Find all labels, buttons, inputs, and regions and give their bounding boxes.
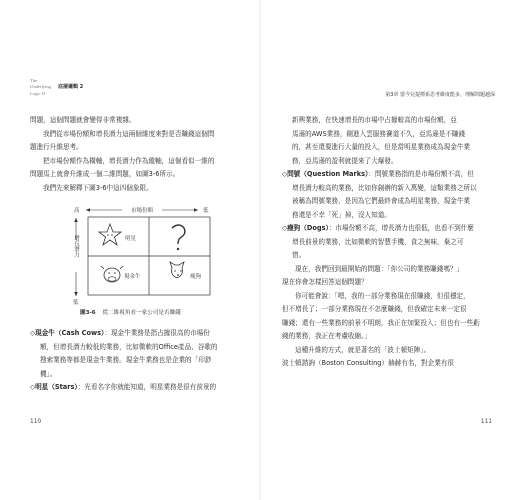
paragraph [30,155,240,182]
corner-low-right-label: 低 [203,208,209,214]
quadrant-label-dog: 瘦狗 [190,274,202,280]
text-line: 問題馬上就會升維成一個二維問題，如圖3-6所示。 [30,170,180,178]
figure-number: 圖3-6 [80,310,96,316]
running-head-right: 第3章 當今兒提標系思考維度能多，理解問題越深 [385,92,495,98]
diamond-bullet-icon: ◇ [282,170,288,178]
text-line: ：現金牛業務是指占據很高的市場份 [104,329,210,337]
bullet-stars [30,381,242,395]
bcg-matrix-svg [62,204,222,308]
diamond-bullet-icon: ◇ [30,383,36,391]
paragraph [282,263,502,290]
text-line: 額，但增長潛力較低的業務，比如微軟的Office產品、谷歌的 [40,342,218,351]
bullet-cash-cow [30,327,242,341]
text-line: 搜索業務等都是現金牛業務。現金牛業務也是企業的「印鈔 [40,356,212,364]
text-line: 我們從市場份額和增長潛力這兩個維度來對是否賺錢這個問 [43,129,215,138]
text-line: 被稱為問號業務，是因為它們最終會成為明星業務，現金牛業 [292,197,471,205]
text-line: 增長潛力較高的業務，比如你創辦的新入萬變，這類業務之所以 [292,183,477,192]
text-line: 你可能會說：「嗯，我的一部分業務現在很賺錢，但很穩定， [295,291,470,300]
text-line: 問題，這個問題就會變得非常複雜。 [30,116,136,124]
paragraph [282,344,502,371]
bullet-continuation [30,341,242,382]
page-number-right: 111 [480,419,492,425]
text-line: 現在你會怎樣回答這個問題？ [282,278,368,286]
running-head-en-line-2: Underlying [30,84,51,90]
y-arrowhead-top [74,218,78,222]
bullet-term: 瘦狗（Dogs） [287,224,329,232]
paragraph [282,290,502,344]
bullet-continuation [282,236,502,263]
figure-caption-text: 從二維視角看一家公司是否賺錢 [102,310,181,316]
diamond-bullet-icon: ◇ [30,329,36,337]
x-arrowhead-left [86,208,90,212]
left-text-top [30,114,240,195]
text-line: 務還是不幸「死」掉，沒人知道。 [292,210,391,219]
bullet-dogs [282,222,502,236]
bullet-term: 明星（Stars） [35,383,78,391]
running-head-en-line-3: Logic II [30,90,45,96]
running-head-en-line-1: The [30,78,38,83]
text-line: 題進行升維思考。 [30,143,83,151]
x-arrowhead-right [194,208,198,212]
left-text-bullets [30,327,242,395]
page-number-left: 110 [30,419,42,425]
right-page [260,0,520,500]
text-line: ：市場份額不高，增長潛力也很低，也看不到什麼 [328,224,474,232]
text-line: 錢的業務，我正在考慮收縮。」 [282,332,372,340]
bullet-term: 問號（Question Marks） [287,170,369,178]
text-line: ：光看名字你就能知道，明星業務是很有前景的 [77,383,217,391]
cash-cow-icon [101,266,123,282]
text-line: 把市場份額作為橫軸，增長潛力作為縱軸，這個看似一維的 [43,156,215,165]
text-line: ：問號業務指的是市場份額不高，但 [368,170,474,178]
quadrant-label-cash-cow: 現金牛 [124,274,141,280]
text-line: 的，甚至還要進行大量的投入，但是當明星業務成為現金牛業 [292,143,471,151]
text-line: 但不增長了；一部分業務現在不怎麼賺錢，但我確定未來一定很 [282,305,467,313]
y-axis-label: 增長潛力 [73,235,79,257]
quadrant-label-star: 明星 [125,236,137,242]
text-line: 務，亞馬遜的盈利就提來了大爆發。 [292,156,398,165]
corner-high-label: 高 [74,208,80,214]
bullet-continuation [282,182,502,223]
text-line: 新興業務，在快速增長的市場中占據較高的市場份額，亞 [292,116,457,124]
bcg-matrix-figure [62,204,222,314]
text-line: 波士頓諮詢（Boston Consulting）赫赫有名，對企業有很 [282,359,455,367]
question-mark-icon [172,225,185,250]
diamond-bullet-icon: ◇ [282,224,288,232]
text-line: 這種升維的方式，就是著名的「波士頓矩陣」。 [295,345,431,354]
continuation-block [282,114,502,168]
text-line: 惜。 [292,251,306,259]
text-line: 馬遜的AWS業務，剛進入雲服務賽道不久，亞馬遜是不賺錢 [292,129,466,138]
right-text [282,114,502,371]
paragraph [30,114,240,128]
dog-icon [170,262,184,278]
corner-low-bottom-label: 低 [73,300,79,306]
text-line: 賺錢；還有一些業務的前景不明朗，我正在加緊投入；但也有一些虧 [282,318,480,327]
bullet-question-marks [282,168,502,182]
y-arrowhead-bottom [74,292,78,296]
running-head-cn-wrap [58,84,128,90]
x-axis-label: 市場份額 [130,208,154,214]
text-line: 現在，我們回到最開始的問題：「你公司的業務賺錢嗎？」 [295,264,464,273]
text-line: 我們先來解釋下圖3-6中這四個象限。 [43,183,153,192]
bullet-term: 現金牛（Cash Cows） [35,329,105,337]
y-axis-label-group [73,234,80,259]
running-head-cn: 底層邏輯 2 [58,84,84,90]
star-icon [99,224,121,245]
text-line: 增長前景的業務，比如微軟的智慧手機，食之無味，棄之可 [292,237,464,246]
figure-caption [80,308,181,316]
paragraph [30,182,240,196]
text-line: 機」。 [40,369,57,378]
paragraph [30,128,240,155]
